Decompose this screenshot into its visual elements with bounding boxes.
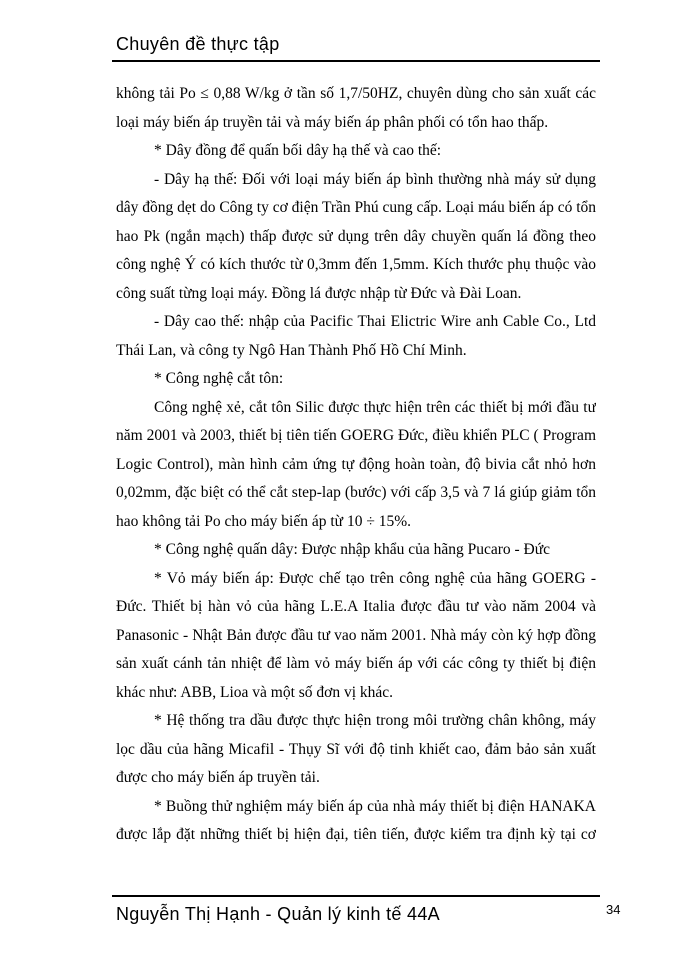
body-line: không tải Po ≤ 0,88 W/kg ở tần số 1,7/50HZ, chuyên dùng cho sản xuất các [116, 85, 596, 102]
body-line: Panasonic - Nhật Bản được đầu tư vao năm 2001. Nhà máy còn ký hợp đồng [116, 626, 596, 644]
page-number: 34 [606, 902, 621, 917]
body-line: công nghệ Ý có kích thước từ 0,3mm đến 1,5mm. Kích thước phụ thuộc vào [116, 256, 596, 273]
body-line: Thái Lan, và công ty Ngô Han Thành Phố Hồ Chí Minh. [116, 341, 467, 359]
body-line: Đức. Thiết bị hàn vỏ của hãng L.E.A Italia được đầu tư vào năm 2004 và [116, 598, 596, 615]
header-divider [112, 60, 600, 62]
footer-author: Nguyễn Thị Hạnh - Quản lý kinh tế 44A [116, 904, 440, 924]
body-line: 0,02mm, đặc biệt có thể cắt step-lap (bước) với cấp 3,5 và 7 lá giúp giảm tổn [116, 484, 596, 501]
body-line: được cho máy biến áp truyền tải. [116, 769, 320, 786]
body-line: * Vỏ máy biến áp: Được chế tạo trên công nghệ của hãng GOERG - [154, 569, 596, 587]
body-line: Công nghệ xẻ, cắt tôn Silic được thực hiện trên các thiết bị mới đầu tư [154, 398, 596, 416]
body-line: hao không tải Po cho máy biến áp từ 10 ÷ 15%. [116, 512, 411, 530]
body-line: năm 2001 và 2003, thiết bị tiên tiến GOERG Đức, điều khiển PLC ( Program [116, 427, 596, 444]
body-line: khác như: ABB, Lioa và một số đơn vị khác. [116, 683, 394, 701]
body-line: * Công nghệ cắt tôn: [154, 370, 284, 387]
body-line: - Dây hạ thế: Đối với loại máy biến áp bình thường nhà máy sử dụng [154, 170, 596, 188]
body-line: * Buồng thử nghiệm máy biến áp của nhà máy thiết bị điện HANAKA [154, 797, 596, 815]
body-line: loại máy biến áp truyền tải và máy biến áp phân phối có tổn hao thấp. [116, 113, 549, 131]
footer-divider [112, 895, 600, 897]
body-text [116, 80, 596, 850]
body-line: sản xuất cánh tản nhiệt để làm vỏ máy biến áp với các công ty thiết bị điện [116, 655, 596, 672]
page-header-title: Chuyên đề thực tập [116, 34, 280, 54]
body-line: công suất từng loại máy. Đồng lá được nhập từ Đức và Đài Loan. [116, 284, 522, 302]
body-line: lọc dầu của hãng Micafil - Thụy Sĩ với độ tinh khiết cao, đảm bảo sản xuất [116, 740, 596, 758]
body-line: dây đồng dẹt do Công ty cơ điện Trần Phú cung cấp. Loại máu biến áp có tổn [116, 199, 596, 216]
body-line: được lắp đặt những thiết bị hiện đại, tiên tiến, được kiểm tra định kỳ tại cơ [116, 826, 596, 843]
body-line: * Hệ thống tra dầu được thực hiện trong môi trường chân không, máy [154, 712, 596, 729]
body-line: hao Pk (ngắn mạch) thấp được sử dụng trên dây chuyền quấn lá đồng theo [116, 227, 596, 245]
body-line: * Công nghệ quấn dây: Được nhập khẩu của hãng Pucaro - Đức [154, 541, 551, 558]
body-line: Logic Control), màn hình cảm ứng tự động hoàn toàn, độ bivia cắt nhỏ hơn [116, 455, 596, 473]
body-line: - Dây cao thế: nhập của Pacific Thai Elictric Wire anh Cable Co., Ltd [154, 313, 596, 330]
body-line: * Dây đồng để quấn bối dây hạ thế và cao thế: [154, 142, 442, 159]
